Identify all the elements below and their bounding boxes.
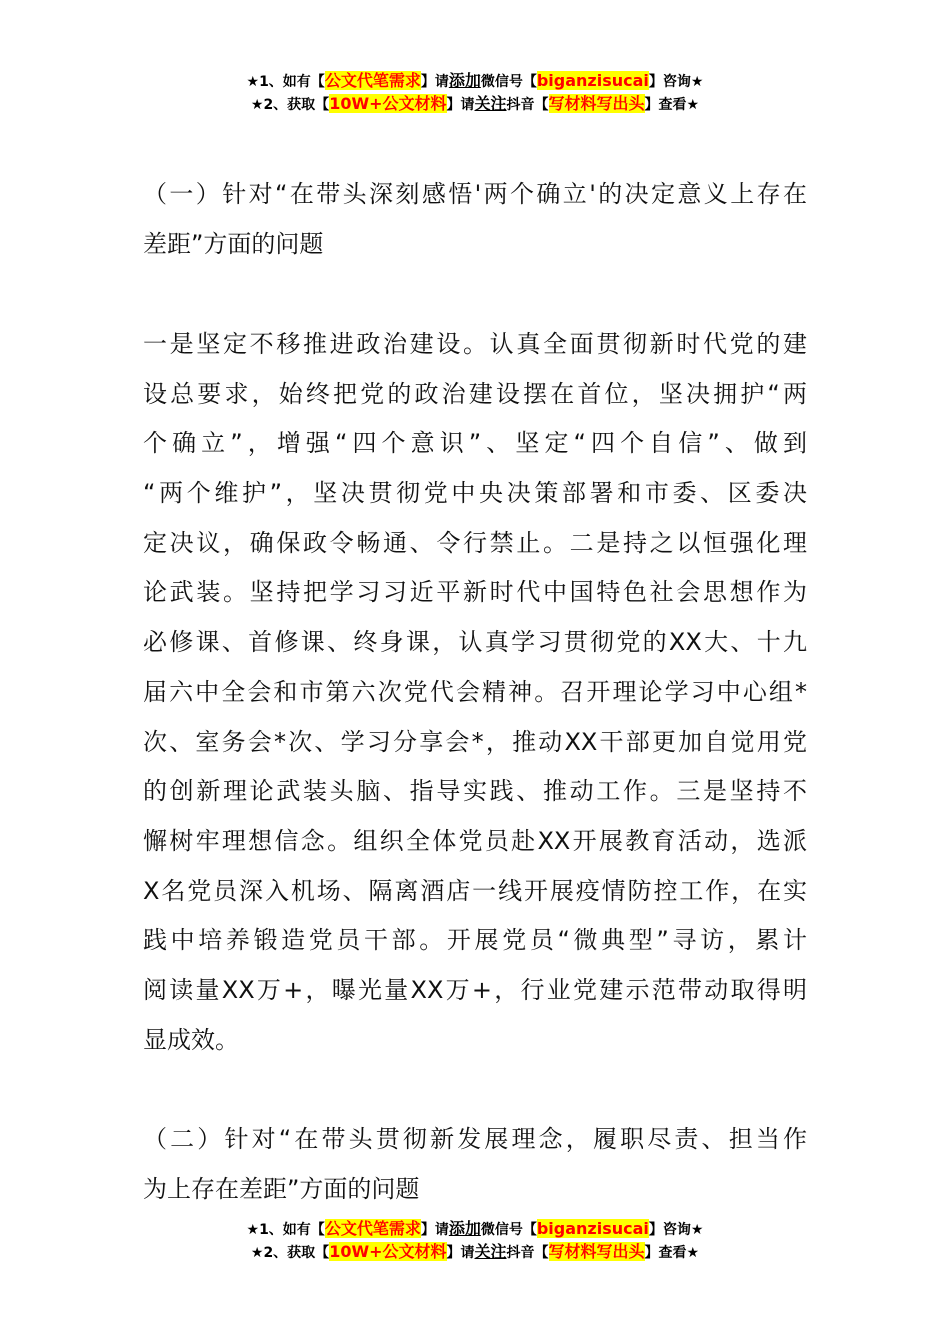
banner-text: 】请: [420, 1222, 449, 1238]
banner-highlight: 写材料写出头: [548, 94, 645, 113]
section-heading-2: [143, 1115, 807, 1214]
banner-top: [0, 70, 950, 116]
banner-text: 】咨询★: [648, 74, 704, 90]
heading-line: 为上存在差距”方面的问题: [143, 1174, 420, 1203]
paragraph-line: 设总要求，始终把党的政治建设摆在首位，坚决拥护“两: [143, 379, 807, 408]
banner-text: 微信号【: [480, 74, 537, 90]
banner-text: 】查看★: [644, 97, 700, 113]
paragraph-line: 次、室务会*次、学习分享会*，推动XX干部更加自觉用党: [143, 727, 807, 756]
paragraph-line: 论武装。坚持把学习习近平新时代中国特色社会思想作为: [143, 578, 807, 607]
paragraph-line: “两个维护”，坚决贯彻党中央决策部署和市委、区委决: [143, 479, 807, 508]
banner-text: ★2、获取【: [250, 97, 330, 113]
banner-text: 微信号【: [480, 1222, 537, 1238]
paragraph-line: 个确立”，增强“四个意识”、坚定“四个自信”、做到: [143, 429, 807, 458]
banner-text: 】请: [420, 74, 449, 90]
banner-text: 抖音【: [506, 1245, 549, 1261]
banner-line-1: [0, 70, 950, 93]
banner-highlight: 公文代笔需求: [324, 71, 421, 90]
paragraph-line: 届六中全会和市第六次党代会精神。召开理论学习中心组*: [143, 677, 807, 706]
banner-underline: 添加: [448, 71, 481, 90]
paragraph-line: 阅读量XX万+，曝光量XX万+，行业党建示范带动取得明: [143, 975, 807, 1004]
paragraph-line: 显成效。: [143, 1025, 239, 1054]
banner-line-2: [0, 1241, 950, 1264]
paragraph-line: 践中培养锻造党员干部。开展党员“微典型”寻访，累计: [143, 926, 807, 955]
paragraph-line: 一是坚定不移推进政治建设。认真全面贯彻新时代党的建: [143, 330, 807, 358]
heading-line: 差距”方面的问题: [143, 229, 324, 258]
banner-line-2: [0, 93, 950, 116]
section-heading-1: [143, 170, 807, 269]
banner-text: 抖音【: [506, 97, 549, 113]
banner-text: 】请: [446, 97, 475, 113]
paragraph-line: X名党员深入机场、隔离酒店一线开展疫情防控工作，在实: [143, 876, 807, 905]
banner-text: 】咨询★: [648, 1222, 704, 1238]
banner-underline: 关注: [474, 94, 507, 113]
paragraph-line: 定决议，确保政令畅通、令行禁止。二是持之以恒强化理: [143, 528, 807, 557]
heading-line: （一）针对“在带头深刻感悟'两个确立'的决定意义上存在: [143, 180, 807, 208]
banner-bottom: [0, 1218, 950, 1264]
banner-highlight: 10W+公文材料: [329, 1242, 447, 1261]
heading-line: （二）针对“在带头贯彻新发展理念，履职尽责、担当作: [143, 1125, 807, 1153]
banner-text: ★2、获取【: [250, 1245, 330, 1261]
paragraph-line: 必修课、首修课、终身课，认真学习贯彻党的XX大、十九: [143, 628, 807, 657]
banner-highlight: 写材料写出头: [548, 1242, 645, 1261]
paragraph-line: 的创新理论武装头脑、指导实践、推动工作。三是坚持不: [143, 777, 807, 806]
banner-highlight: biganzisucai: [536, 1219, 649, 1238]
banner-highlight: 公文代笔需求: [324, 1219, 421, 1238]
banner-line-1: [0, 1218, 950, 1241]
paragraph-line: 懈树牢理想信念。组织全体党员赴XX开展教育活动，选派: [143, 826, 807, 855]
banner-highlight: 10W+公文材料: [329, 94, 447, 113]
banner-text: ★1、如有【: [246, 1222, 325, 1238]
banner-underline: 添加: [448, 1219, 481, 1238]
paragraph-1: [143, 320, 807, 1065]
banner-text: ★1、如有【: [246, 74, 325, 90]
banner-text: 】查看★: [644, 1245, 700, 1261]
banner-underline: 关注: [474, 1242, 507, 1261]
banner-highlight: biganzisucai: [536, 71, 649, 90]
banner-text: 】请: [446, 1245, 475, 1261]
